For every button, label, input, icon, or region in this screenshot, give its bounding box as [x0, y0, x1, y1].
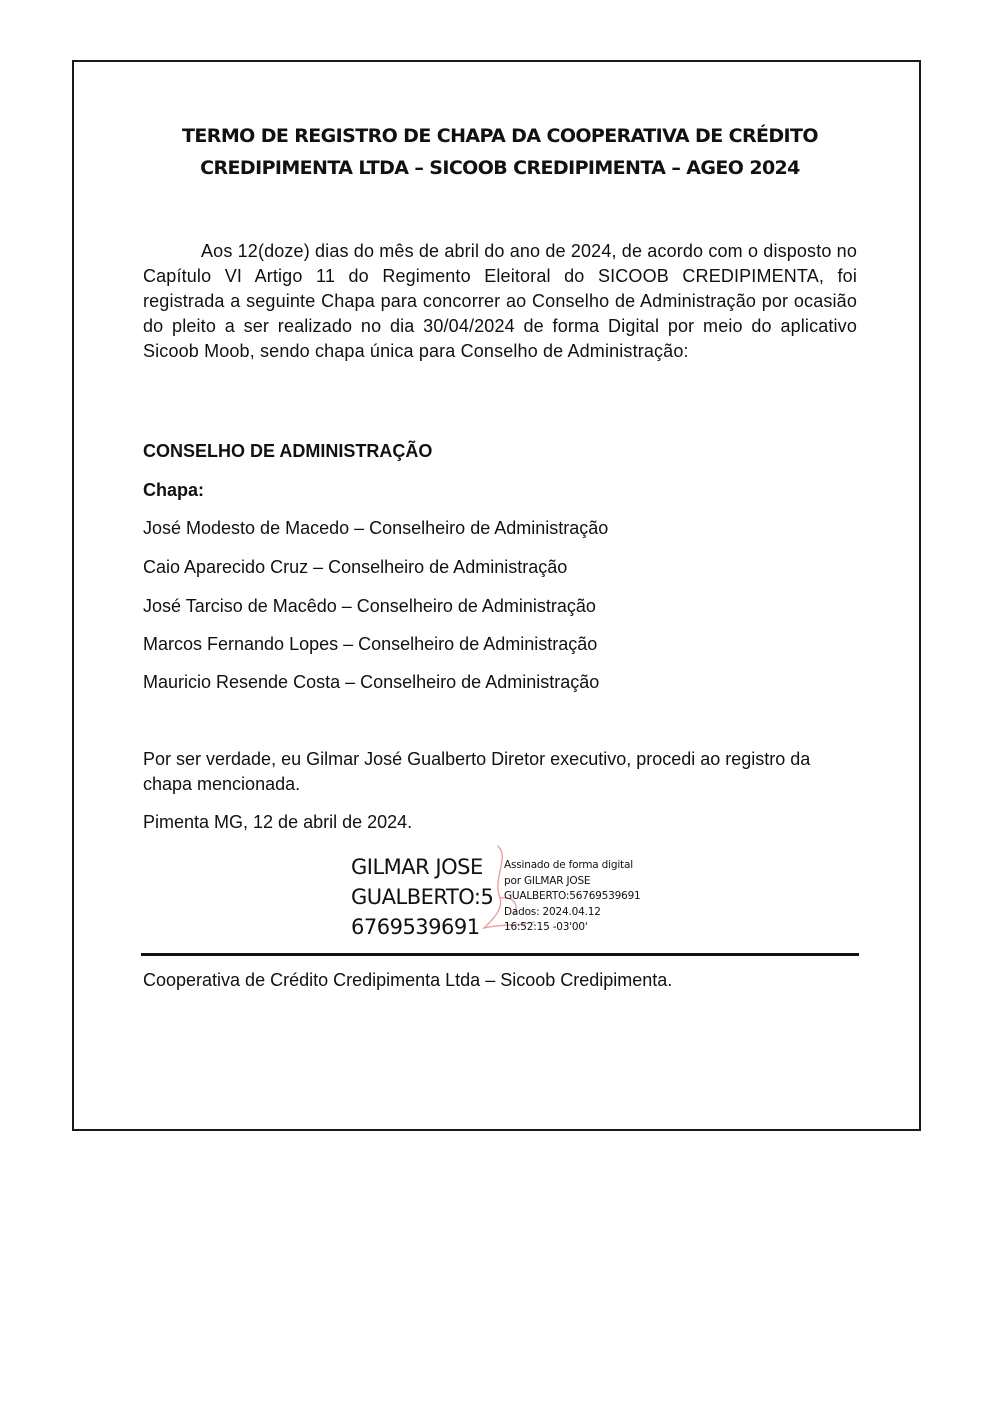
place-date: Pimenta MG, 12 de abril de 2024.: [143, 812, 413, 832]
member-item: Mauricio Resende Costa – Conselheiro de Administração: [143, 672, 600, 692]
signature-detail-line: Dados: 2024.04.12: [504, 905, 601, 918]
member-item: Caio Aparecido Cruz – Conselheiro de Administração: [143, 557, 568, 577]
signature-name-line: GUALBERTO:5: [351, 885, 494, 909]
member-item: José Modesto de Macedo – Conselheiro de Administração: [143, 518, 609, 538]
signature-details: [504, 858, 641, 936]
signature-detail-line: GUALBERTO:56769539691: [504, 890, 641, 902]
signature-detail-line: Assinado de forma digital: [504, 859, 633, 871]
signature-line: [141, 953, 859, 956]
section-heading: CONSELHO DE ADMINISTRAÇÃO: [143, 441, 433, 461]
closing-statement: Por ser verdade, eu Gilmar José Gualberto Diretor executivo, procedi ao registro da chapa mencionada.: [143, 749, 811, 794]
document-title: [100, 120, 900, 184]
title-line-2: CREDIPIMENTA LTDA – SICOOB CREDIPIMENTA – AGEO 2024: [200, 157, 800, 179]
signature-name-line: 6769539691: [351, 915, 480, 939]
member-item: José Tarciso de Macêdo – Conselheiro de Administração: [143, 596, 596, 616]
intro-paragraph: Aos 12(doze) dias do mês de abril do ano de 2024, de acordo com o disposto no Capítulo VI Artigo 11 do Regimento Eleitoral do SICOOB CREDIPIMENTA, foi registrada a seguinte Chapa para concorrer ao Conselho de Administração por ocasião do pleito a ser realizado no dia 30/04/2024 de forma Digital por meio do aplicativo Sicoob Moob, sendo chapa única para Conselho de Administração:: [143, 241, 857, 361]
title-line-1: TERMO DE REGISTRO DE CHAPA DA COOPERATIVA DE CRÉDITO: [182, 125, 818, 147]
signature-detail-line: por GILMAR JOSE: [504, 874, 591, 887]
member-item: Marcos Fernando Lopes – Conselheiro de Administração: [143, 634, 598, 654]
footer-text: Cooperativa de Crédito Credipimenta Ltda – Sicoob Credipimenta.: [143, 970, 673, 990]
signature-name-line: GILMAR JOSE: [351, 855, 483, 879]
signature-name: [351, 852, 493, 942]
signature-detail-line: 16:52:15 -03'00': [504, 921, 588, 933]
chapa-label: Chapa:: [143, 480, 205, 500]
